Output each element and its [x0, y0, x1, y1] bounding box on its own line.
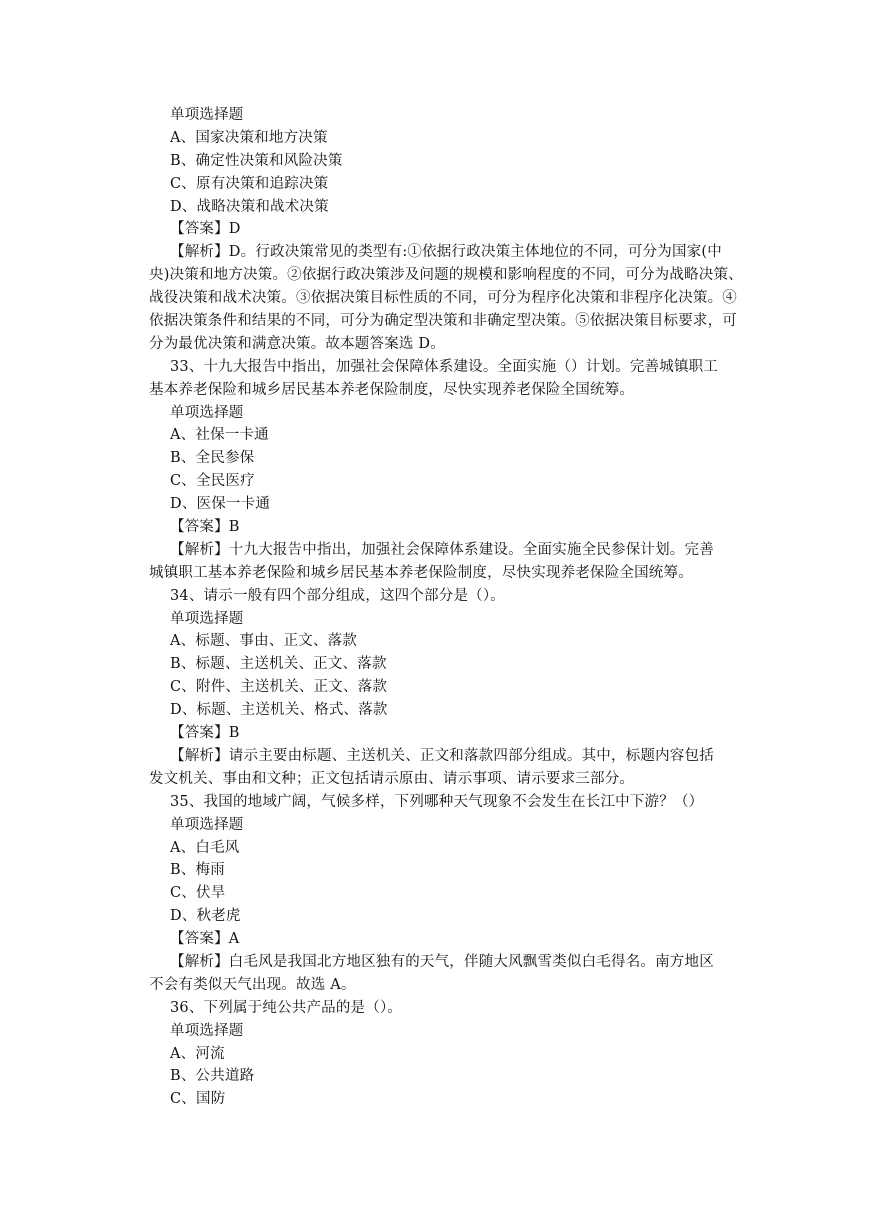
text-line: A、社保一卡通	[170, 427, 269, 444]
paragraph	[149, 356, 741, 402]
paragraph-line: 战役决策和战术决策。③依据决策目标性质的不同，可分为程序化决策和非程序化决策。④	[149, 290, 737, 307]
text-line: C、伏旱	[170, 885, 226, 902]
paragraph-line: 发文机关、事由和文种；正文包括请示原由、请示事项、请示要求三部分。	[149, 770, 635, 787]
text-line: 【答案】B	[170, 725, 240, 742]
text-line: 单项选择题	[170, 1022, 244, 1039]
text-line: C、国防	[170, 1091, 226, 1108]
text-line: 【答案】B	[170, 519, 240, 536]
text-line: 35、我国的地域广阔，气候多样，下列哪种天气现象不会发生在长江中下游？（）	[170, 793, 704, 810]
text-line: B、全民参保	[170, 450, 255, 467]
paragraph-line: 分为最优决策和满意决策。故本题答案选 D。	[149, 335, 445, 352]
paragraph	[149, 539, 741, 585]
paragraph-line: 【解析】D。行政决策常见的类型有:①依据行政决策主体地位的不同，可分为国家(中	[170, 244, 722, 261]
text-line: D、秋老虎	[170, 908, 241, 925]
text-line: B、标题、主送机关、正文、落款	[170, 656, 387, 673]
text-line: A、标题、事由、正文、落款	[170, 633, 358, 650]
text-line: 34、请示一般有四个部分组成，这四个部分是（）。	[170, 587, 505, 604]
paragraph-line: 不会有类似天气出现。故选 A。	[149, 976, 356, 993]
text-line: 【答案】D	[170, 221, 241, 238]
text-line: 单项选择题	[170, 107, 244, 123]
text-line: D、战略决策和战术决策	[170, 198, 329, 215]
text-line: C、原有决策和追踪决策	[170, 175, 329, 192]
text-line: C、附件、主送机关、正文、落款	[170, 679, 388, 696]
paragraph	[149, 745, 741, 791]
paragraph	[149, 951, 741, 997]
paragraph-line: 依据决策条件和结果的不同，可分为确定型决策和非确定型决策。⑤依据决策目标要求，可	[149, 313, 737, 330]
paragraph-line: 央)决策和地方决策。②依据行政决策涉及问题的规模和影响程度的不同，可分为战略决策、	[149, 267, 743, 284]
text-line: 36、下列属于纯公共产品的是（）。	[170, 999, 403, 1016]
paragraph-line: 【解析】白毛风是我国北方地区独有的天气，伴随大风飘雪类似白毛得名。南方地区	[170, 953, 714, 970]
text-line: B、公共道路	[170, 1068, 255, 1085]
text-line: B、梅雨	[170, 862, 225, 879]
text-line: 单项选择题	[170, 610, 244, 627]
paragraph-line: 【解析】十九大报告中指出，加强社会保障体系建设。全面实施全民参保计划。完善	[170, 541, 714, 558]
text-line: D、医保一卡通	[170, 496, 271, 513]
text-line: D、标题、主送机关、格式、落款	[170, 702, 388, 719]
text-line: B、确定性决策和风险决策	[170, 152, 343, 169]
text-line: A、国家决策和地方决策	[170, 129, 328, 146]
text-line: C、全民医疗	[170, 473, 255, 490]
paragraph-line: 33、十九大报告中指出，加强社会保障体系建设。全面实施（）计划。完善城镇职工	[170, 358, 719, 375]
text-line: 单项选择题	[170, 404, 244, 421]
text-line: A、白毛风	[170, 839, 240, 856]
text-line: 【答案】A	[170, 931, 240, 948]
paragraph	[149, 241, 741, 355]
document-page	[149, 104, 741, 1111]
text-line: A、河流	[170, 1045, 225, 1062]
text-line: 单项选择题	[170, 816, 244, 833]
paragraph-line: 【解析】请示主要由标题、主送机关、正文和落款四部分组成。其中，标题内容包括	[170, 747, 714, 764]
paragraph-line: 城镇职工基本养老保险和城乡居民基本养老保险制度，尽快实现养老保险全国统筹。	[149, 564, 693, 581]
paragraph-line: 基本养老保险和城乡居民基本养老保险制度，尽快实现养老保险全国统筹。	[149, 381, 635, 398]
